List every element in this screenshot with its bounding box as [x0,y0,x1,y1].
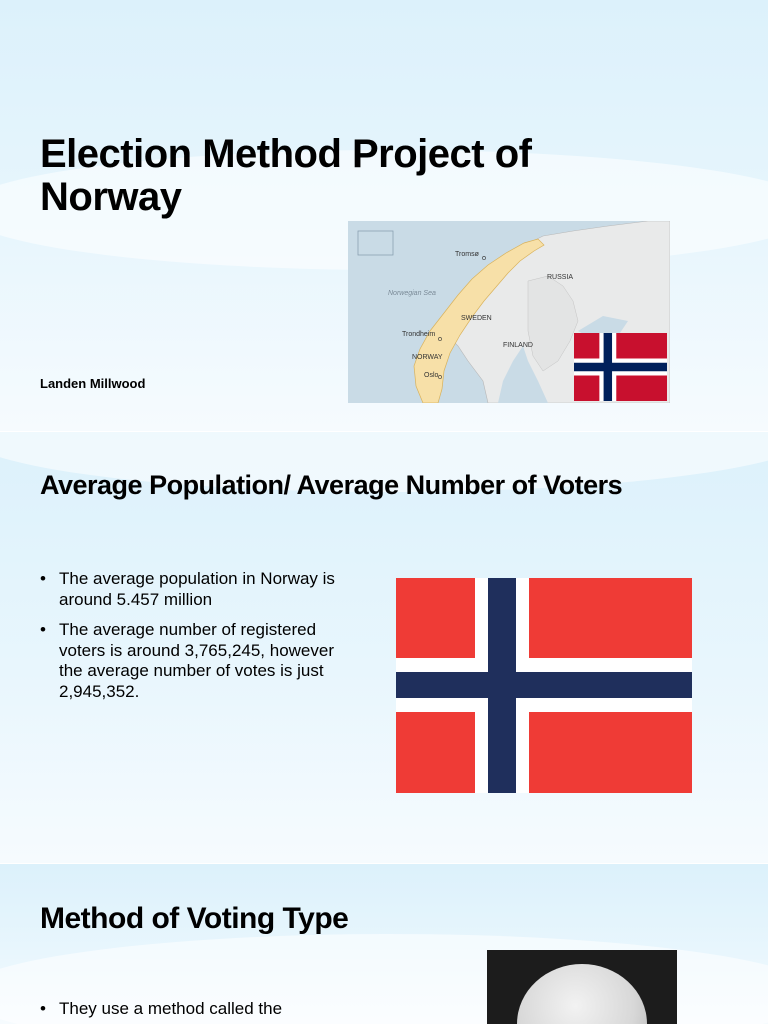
slide-title: Average Population/ Average Number of Voters [40,470,623,500]
bullet-item: • They use a method called the [40,999,340,1020]
map-label-trondheim: Trondheim [402,331,436,338]
title-slide [0,0,768,432]
map-label-tromso: Tromsø [455,251,479,258]
slide-title: Method of Voting Type [40,902,349,935]
flag-blue-horizontal [396,672,692,698]
map-label-sea: Norwegian Sea [388,290,436,297]
portrait-head [517,964,647,1024]
slide-title: Election Method Project of Norway [40,132,532,220]
map-label-oslo: Oslo [424,372,439,379]
norway-flag-large [396,578,692,793]
map-label-norway: NORWAY [412,354,443,361]
bullet-item: • The average number of registered voters is around 3,765,245, however the average number of votes is just 2,945,352. [40,620,360,702]
norway-flag-small [574,333,667,401]
portrait-photo [487,950,677,1024]
author-name: Landen Millwood [40,376,146,391]
map-label-sweden: SWEDEN [461,315,492,322]
map-label-russia: RUSSIA [547,274,574,281]
bullet-list [40,999,340,1030]
bullet-item: • The average population in Norway is around 5.457 million [40,569,360,610]
bullet-list [40,569,360,712]
map-label-finland: FINLAND [503,342,533,349]
flag-blue-horizontal [574,363,667,372]
